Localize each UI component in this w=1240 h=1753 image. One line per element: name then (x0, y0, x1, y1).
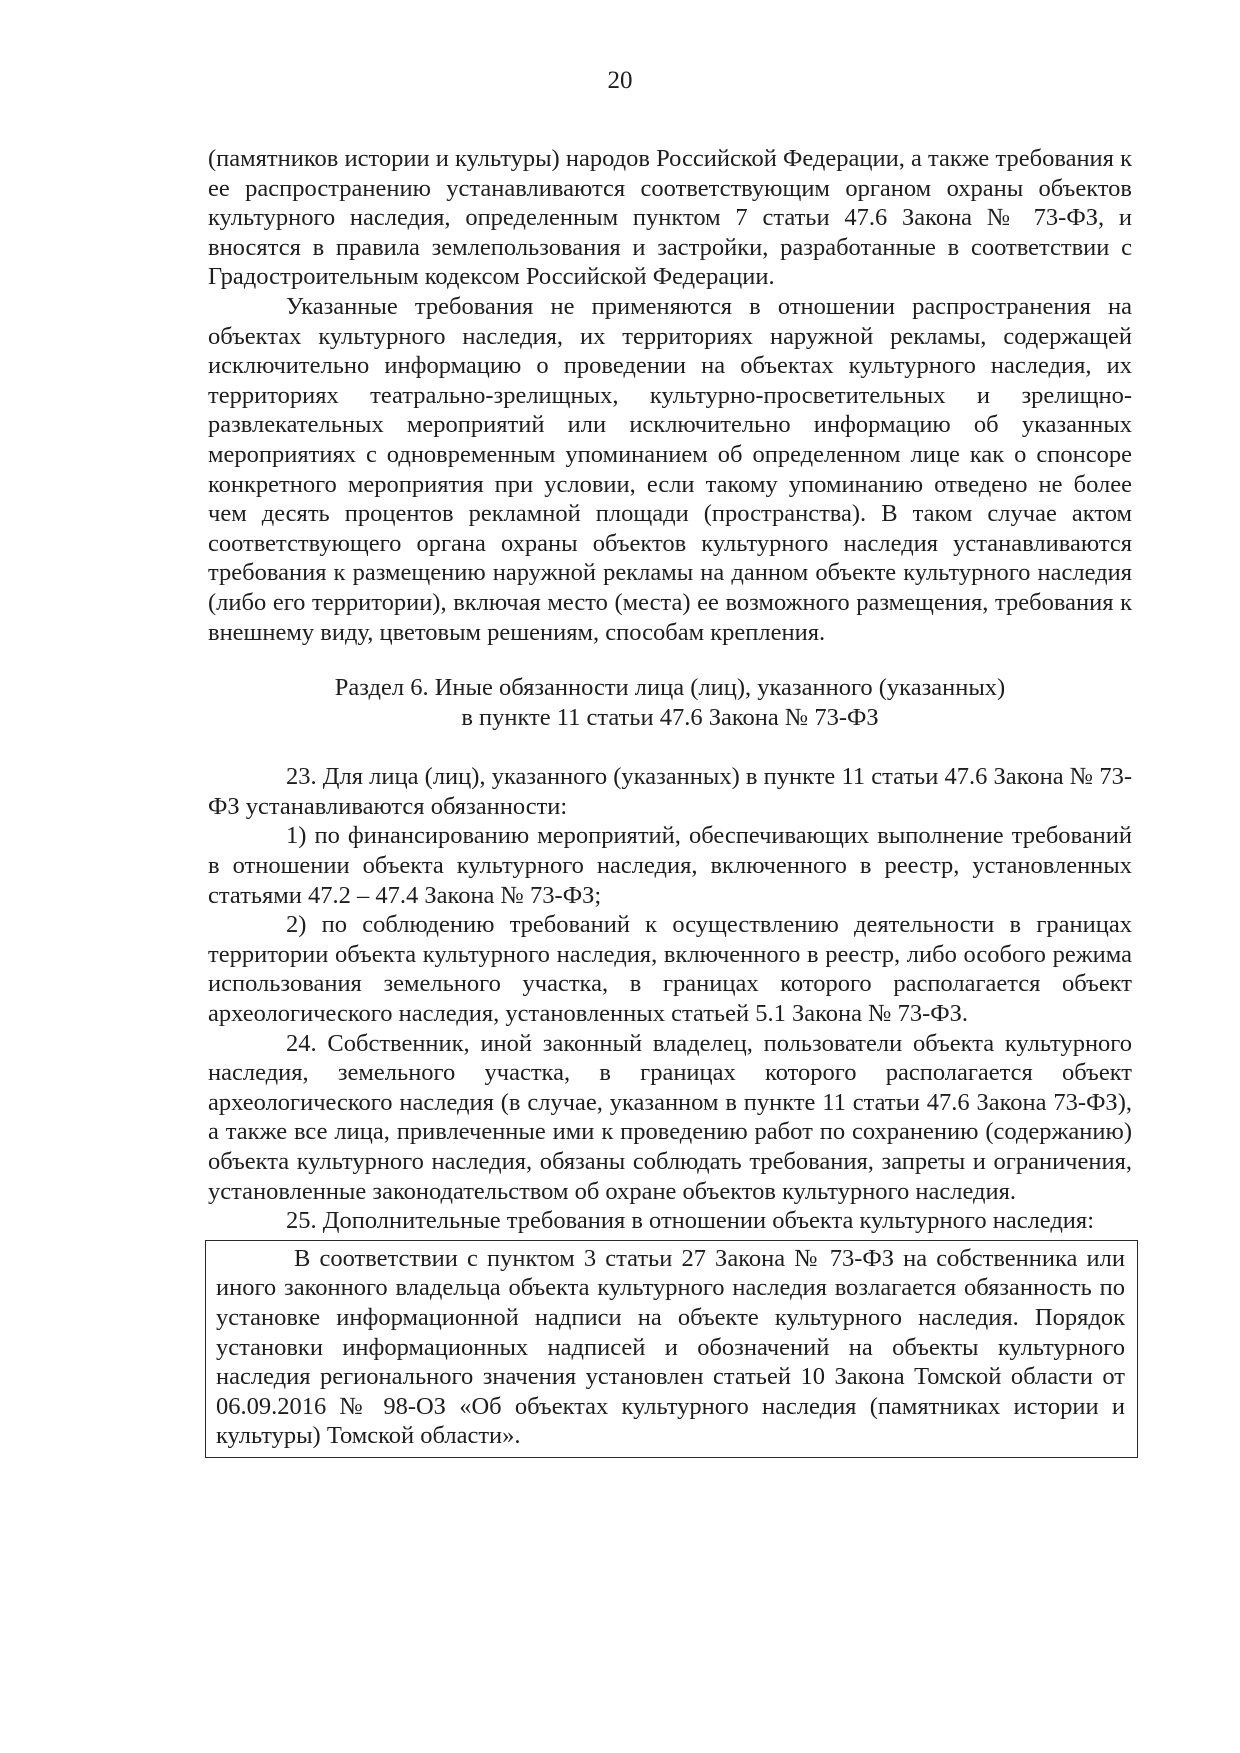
paragraph-item-23: 23. Для лица (лиц), указанного (указанных) в пункте 11 статьи 47.6 Закона № 73-ФЗ устанавливаются обязанности: (208, 763, 1132, 820)
paragraph-continuation: (памятников истории и культуры) народов Российской Федерации, а также требования к ее распространению устанавливаются соответствующим органом охраны объектов культурного наследия, определенным пунктом 7 статьи 47.6 Закона № 73-ФЗ, и вносятся в правила землепользования и застройки, разработанные в соответствии с Градостроительным кодексом Российской Федерации. (208, 145, 1132, 291)
paragraph-exceptions: Указанные требования не применяются в отношении распространения на объектах культурного наследия, их территориях наружной рекламы, содержащей исключительно информацию о проведении на объектах культурного наследия, их территориях театрально-зрелищных, культурно-просветительных и зрелищно-развлекательных мероприятий или исключительно информацию об указанных мероприятиях с одновременным упоминанием об определенном лице как о спонсоре конкретного мероприятия при условии, если такому упоминанию отведено не более чем десять процентов рекламной площади (пространства). В таком случае актом соответствующего органа охраны объектов культурного наследия устанавливаются требования к размещению наружной рекламы на данном объекте культурного наследия (либо его территории), включая место (места) ее возможного размещения, требования к внешнему виду, цветовым решениям, способам крепления. (208, 292, 1132, 646)
section-heading (208, 673, 1132, 732)
boxed-requirement-text: В соответствии с пунктом 3 статьи 27 Закона № 73-ФЗ на собственника или иного законного владельца объекта культурного наследия возлагается обязанность по установке информационной надписи на объекте культурного наследия. Порядок установки информационных надписей и обозначений на объекты культурного наследия регионального значения установлен статьей 10 Закона Томской области от 06.09.2016 № 98-ОЗ «Об объектах культурного наследия (памятниках истории и культуры) Томской области». (216, 1244, 1125, 1450)
paragraph-item-23-2: 2) по соблюдению требований к осуществлению деятельности в границах территории объекта культурного наследия, включенного в реестр, либо особого режима использования земельного участка, в границах которого располагается объект археологического наследия, установленных статьей 5.1 Закона № 73-ФЗ. (208, 911, 1132, 1028)
paragraph-item-24: 24. Собственник, иной законный владелец, пользователи объекта культурного наследия, земельного участка, в границах которого располагается объект археологического наследия (в случае, указанном в пункте 11 статьи 47.6 Закона 73-ФЗ), а также все лица, привлеченные ими к проведению работ по сохранению (содержанию) объекта культурного наследия, обязаны соблюдать требования, запреты и ограничения, установленные законодательством об охране объектов культурного наследия. (208, 1029, 1132, 1205)
section-heading-line-1: Раздел 6. Иные обязанности лица (лиц), указанного (указанных) (334, 674, 1006, 702)
page-number: 20 (607, 67, 633, 94)
section-heading-line-2: в пункте 11 статьи 47.6 Закона № 73-ФЗ (461, 703, 879, 731)
document-body (208, 144, 1132, 1458)
paragraph-item-25: 25. Дополнительные требования в отношении объекта культурного наследия: (286, 1207, 1094, 1235)
paragraph-item-23-1: 1) по финансированию мероприятий, обеспечивающих выполнение требований в отношении объекта культурного наследия, включенного в реестр, установленных статьями 47.2 – 47.4 Закона № 73-ФЗ; (208, 822, 1132, 909)
boxed-requirement (205, 1240, 1138, 1458)
